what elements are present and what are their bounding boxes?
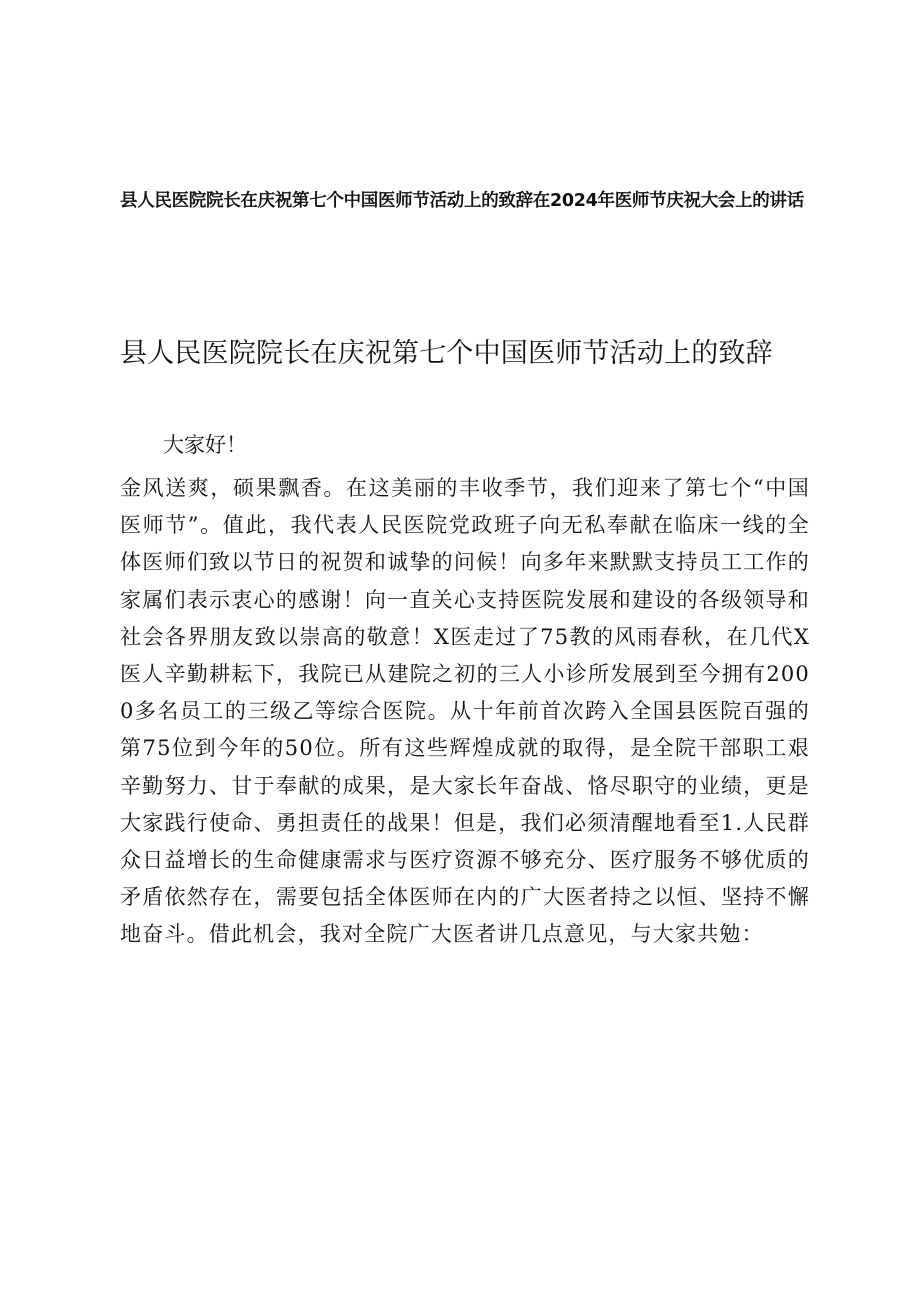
greeting: 大家好！ [163, 433, 247, 457]
body-paragraph: 金风送爽，硕果飘香。在这美丽的丰收季节，我们迎来了第七个“中国医师节”。值此，我代表人民医院党政班子向无私奉献在临床一线的全体医师们致以节日的祝贺和诚挚的问候！向多年来默默支持员工工作的家属们表示衷心的感谢！向一直关心支持医院发展和建设的各级领导和社会各界朋友致以崇高的敬意！X医走过了75教的风雨春秋，在几代X医人辛勤耕耘下，我院已从建院之初的三人小诊所发展到至今拥有2000多名员工的三级乙等综合医院。从十年前首次跨入全国县医院百强的第75位到今年的50位。所有这些辉煌成就的取得，是全院干部职工艰辛勤努力、甘于奉献的成果，是大家长年奋战、恪尽职守的业绩，更是大家践行使命、勇担责任的战果！但是，我们必须清醒地看至1.人民群众日益增长的生命健康需求与医疗资源不够充分、医疗服务不够优质的矛盾依然存在，需要包括全体医师在内的广大医者持之以恒、坚持不懈地奋斗。借此机会，我对全院广大医者讲几点意见，与大家共勉： [120, 476, 810, 947]
document-title: 县人民医院院长在庆祝第七个中国医师节活动上的致辞在2024年医师节庆祝大会上的讲话 [120, 191, 804, 211]
speech-heading: 县人民医院院长在庆祝第七个中国医师节活动上的致辞 [120, 338, 773, 369]
